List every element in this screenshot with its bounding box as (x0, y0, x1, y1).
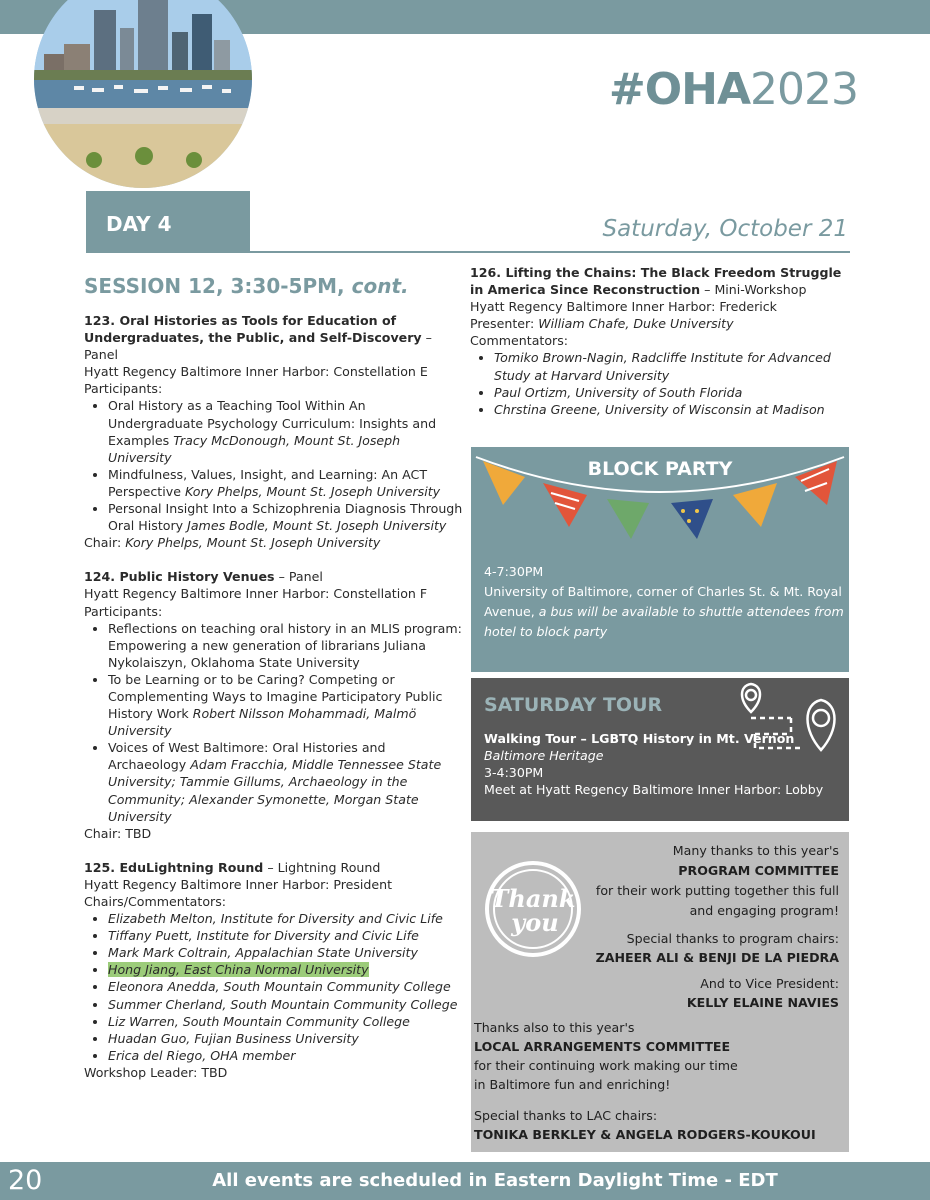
tour-title: SATURDAY TOUR (484, 694, 663, 716)
tour-org: Baltimore Heritage (484, 748, 604, 764)
footer-bar (0, 1162, 930, 1200)
block-party-location: University of Baltimore, corner of Charles St. & Mt. Royal Avenue, (484, 584, 842, 619)
list-item: • Reflections on teaching oral history in an MLIS program: Empowering a new generation of librarians Juliana Nykolaiszyn, Oklahoma State University (108, 620, 464, 671)
list-item: • Tiffany Puett, Institute for Diversity and Civic Life (108, 927, 464, 944)
session-126-location: Hyatt Regency Baltimore Inner Harbor: Frederick (470, 299, 777, 315)
session-126: 126. Lifting the Chains: The Black Freedom Struggle in America Since Reconstruction – Mini-Workshop Hyatt Regency Baltimore Inner Harbor: Frederick Presenter: William Chafe, Duke University Commentators: • Tomiko Brown-Nagin, Radcliffe Institute for Advanced Study at Harvard University • Paul Ortizm, University of South Florida • Chrstina Greene, University of Wisconsin at Madison (470, 264, 850, 418)
list-item: • Mindfulness, Values, Insight, and Learning: An ACT Perspective Kory Phelps, Mount St. Joseph University (108, 466, 464, 500)
divider (250, 251, 850, 253)
harbor-photo (34, 0, 252, 188)
hashtag-title: #OHA2023 (608, 64, 858, 115)
session-126-title: 126. Lifting the Chains: The Black Freedom Struggle in America Since Reconstruction (470, 265, 842, 298)
list-item: • Voices of West Baltimore: Oral Histories and Archaeology Adam Fracchia, Middle Tennessee State University; Tammie Gillums, Archaeology in the Community; Alexander Symonette, Morgan State University (108, 739, 464, 824)
day-date: Saturday, October 21 (602, 216, 848, 242)
block-party-time: 4-7:30PM (484, 564, 544, 579)
session-125-location: Hyatt Regency Baltimore Inner Harbor: President (84, 876, 393, 892)
list-item: • Oral History as a Teaching Tool Within An Undergraduate Psychology Curriculum: Insights and Examples Tracy McDonough, Mount St. Joseph University (108, 397, 464, 465)
list-item: • Huadan Guo, Fujian Business University (108, 1030, 464, 1047)
block-party-title: BLOCK PARTY (587, 458, 733, 480)
tour-time: 3-4:30PM (484, 765, 544, 781)
right-column (470, 264, 850, 418)
tour-meeting-point: Meet at Hyatt Regency Baltimore Inner Harbor: Lobby (484, 782, 824, 798)
list-item: • Paul Ortizm, University of South Florida (494, 384, 850, 401)
left-column (84, 312, 464, 1081)
thank-you-badge (483, 859, 583, 959)
session-124: 124. Public History Venues – Panel Hyatt Regency Baltimore Inner Harbor: Constellation F Participants: • Reflections on teaching oral history in an MLIS program: Empowering a new generation of librarians Juliana Nykolaiszyn, Oklahoma State University • To be Learning or to be Caring? Competing or Complementing Ways to Imagine Participatory Public History Work Robert Nilsson Mohammadi, Malmö University • Voices of West Baltimore: Oral Histories and Archaeology Adam Fracchia, Middle Tennessee State University; Tammie Gillums, Archaeology in the Community; Alexander Symonette, Morgan State University Chair: TBD (84, 568, 464, 842)
session-123-title: 123. Oral Histories as Tools for Education of Undergraduates, the Public, and Self-Discovery (84, 313, 422, 346)
list-item: • Summer Cherland, South Mountain Community College (108, 996, 464, 1013)
list-item: • Personal Insight Into a Schizophrenia Diagnosis Through Oral History James Bodle, Mount St. Joseph University (108, 500, 464, 534)
session-124-title: 124. Public History Venues (84, 569, 275, 585)
svg-text:Thank: Thank (490, 884, 576, 913)
thank-you-panel: Thank you Many thanks to this year's PROGRAM COMMITTEE for their work putting together this full and engaging program! Special thanks to program chairs: ZAHEER ALI & BENJI DE LA PIEDRA And to Vice President: KELLY ELAINE NAVIES Thanks also to this year's LOCAL ARRANGEMENTS COMMITTEE for their continuing work making our time in Baltimore fun and enriching! Special thanks to LAC chairs: TONIKA BERKLEY & ANGELA RODGERS-KOUKOUI (471, 832, 849, 1152)
block-party-panel (471, 447, 849, 672)
block-party-note: a bus will be available to shuttle attendees from hotel to block party (484, 604, 844, 639)
list-item: • Chrstina Greene, University of Wisconsin at Madison (494, 401, 850, 418)
saturday-tour-panel (471, 678, 849, 821)
list-item: • To be Learning or to be Caring? Competing or Complementing Ways to Imagine Participatory Public History Work Robert Nilsson Mohammadi, Malmö University (108, 671, 464, 739)
session-123: 123. Oral Histories as Tools for Education of Undergraduates, the Public, and Self-Discovery – Panel Hyatt Regency Baltimore Inner Harbor: Constellation E Participants: • Oral History as a Teaching Tool Within An Undergraduate Psychology Curriculum: Insights and Examples Tracy McDonough, Mount St. Joseph University • Mindfulness, Values, Insight, and Learning: An ACT Perspective Kory Phelps, Mount St. Joseph University • Personal Insight Into a Schizophrenia Diagnosis Through Oral History James Bodle, Mount St. Joseph University Chair: Kory Phelps, Mount St. Joseph University (84, 312, 464, 551)
footer-note: All events are scheduled in Eastern Daylight Time - EDT (212, 1170, 778, 1191)
session-title: SESSION 12, 3:30-5PM, cont. (84, 274, 409, 298)
page-number: 20 (8, 1165, 43, 1196)
list-item: • Liz Warren, South Mountain Community College (108, 1013, 464, 1030)
session-125: 125. EduLightning Round – Lightning Round Hyatt Regency Baltimore Inner Harbor: President Chairs/Commentators: • Elizabeth Melton, Institute for Diversity and Civic Life • Tiffany Puett, Institute for Diversity and Civic Life • Mark Mark Coltrain, Appalachian State University • Hong Jiang, East China Normal University • Eleonora Anedda, South Mountain Community College • Summer Cherland, South Mountain Community College • Liz Warren, South Mountain Community College • Huadan Guo, Fujian Business University • Erica del Riego, OHA member Workshop Leader: TBD (84, 859, 464, 1081)
list-item: • Tomiko Brown-Nagin, Radcliffe Institute for Advanced Study at Harvard University (494, 349, 850, 383)
session-123-location: Hyatt Regency Baltimore Inner Harbor: Constellation E (84, 364, 428, 380)
list-item: • Mark Mark Coltrain, Appalachian State University (108, 944, 464, 961)
svg-text:you: you (511, 908, 559, 937)
list-item-highlighted: • Hong Jiang, East China Normal University (108, 961, 464, 978)
list-item: • Erica del Riego, OHA member (108, 1047, 464, 1064)
session-125-title: 125. EduLightning Round (84, 859, 264, 875)
tour-name: Walking Tour – LGBTQ History in Mt. Vernon (484, 731, 795, 746)
day-label: DAY 4 (86, 191, 250, 253)
session-124-location: Hyatt Regency Baltimore Inner Harbor: Constellation F (84, 586, 428, 602)
list-item: • Elizabeth Melton, Institute for Diversity and Civic Life (108, 910, 464, 927)
list-item: • Eleonora Anedda, South Mountain Community College (108, 978, 464, 995)
